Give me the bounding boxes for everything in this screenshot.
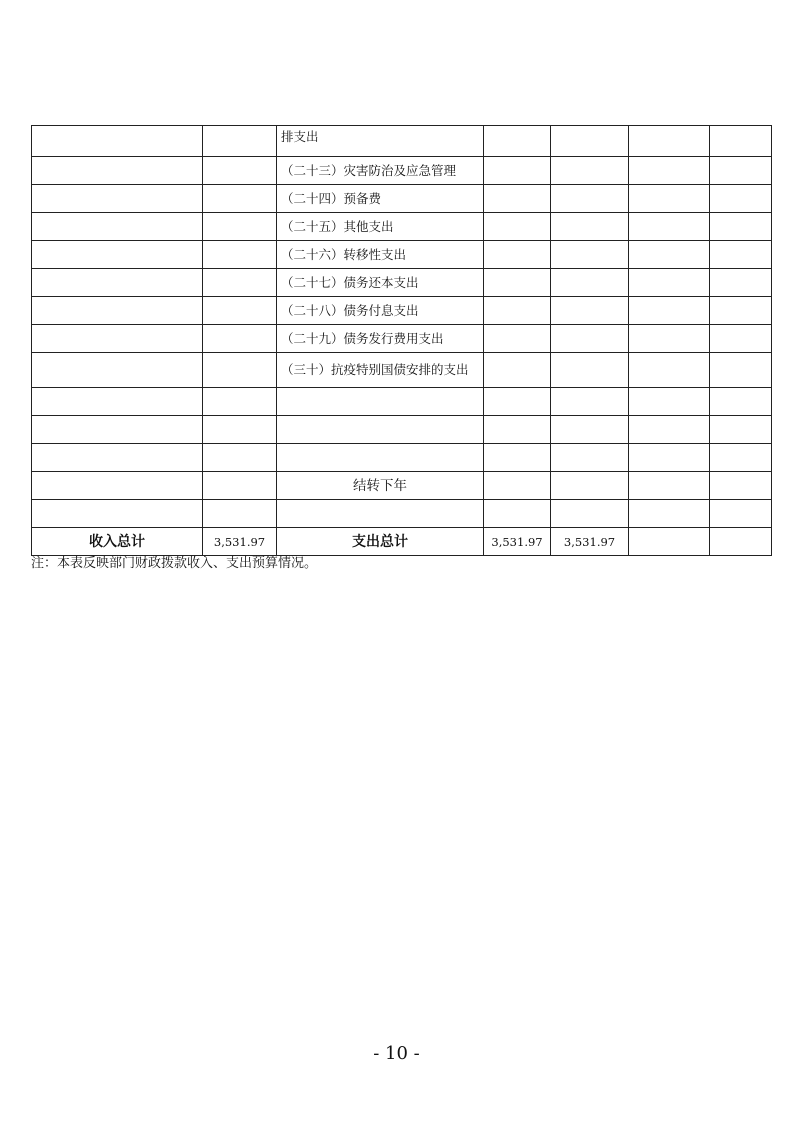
expense-item: [277, 388, 484, 416]
page-number: - 10 -: [373, 1043, 420, 1064]
expense-item: 排支出: [277, 126, 484, 157]
table-row: [32, 500, 772, 528]
table-row: [32, 472, 772, 500]
expense-total-value: 3,531.97: [484, 528, 551, 556]
expense-item: （二十七）债务还本支出: [277, 269, 484, 297]
expense-item: （二十五）其他支出: [277, 213, 484, 241]
expense-total-label: 支出总计: [277, 528, 484, 556]
table-row: [32, 325, 772, 353]
expense-item: （二十六）转移性支出: [277, 241, 484, 269]
expense-item: （二十九）债务发行费用支出: [277, 325, 484, 353]
income-total-label: 收入总计: [32, 528, 203, 556]
carry-forward-label: 结转下年: [277, 472, 484, 500]
table-row: [32, 185, 772, 213]
table-row: [32, 126, 772, 157]
expense-item: （二十八）债务付息支出: [277, 297, 484, 325]
table-row: [32, 241, 772, 269]
expense-item: [277, 500, 484, 528]
table-row: [32, 353, 772, 388]
income-total-value: 3,531.97: [203, 528, 277, 556]
budget-table: [31, 125, 772, 556]
expense-item: [277, 416, 484, 444]
expense-item: （二十三）灾害防治及应急管理: [277, 157, 484, 185]
table-row: [32, 157, 772, 185]
table-row: [32, 269, 772, 297]
expense-general-value: 3,531.97: [551, 528, 629, 556]
table-row: [32, 416, 772, 444]
expense-item: （三十）抗疫特别国债安排的支出: [277, 353, 484, 388]
table-row: [32, 388, 772, 416]
expense-item: （二十四）预备费: [277, 185, 484, 213]
table-row: [32, 297, 772, 325]
table-row: [32, 213, 772, 241]
expense-item: [277, 444, 484, 472]
table-note: 注：本表反映部门财政拨款收入、支出预算情况。: [31, 556, 318, 571]
table-row: [32, 444, 772, 472]
